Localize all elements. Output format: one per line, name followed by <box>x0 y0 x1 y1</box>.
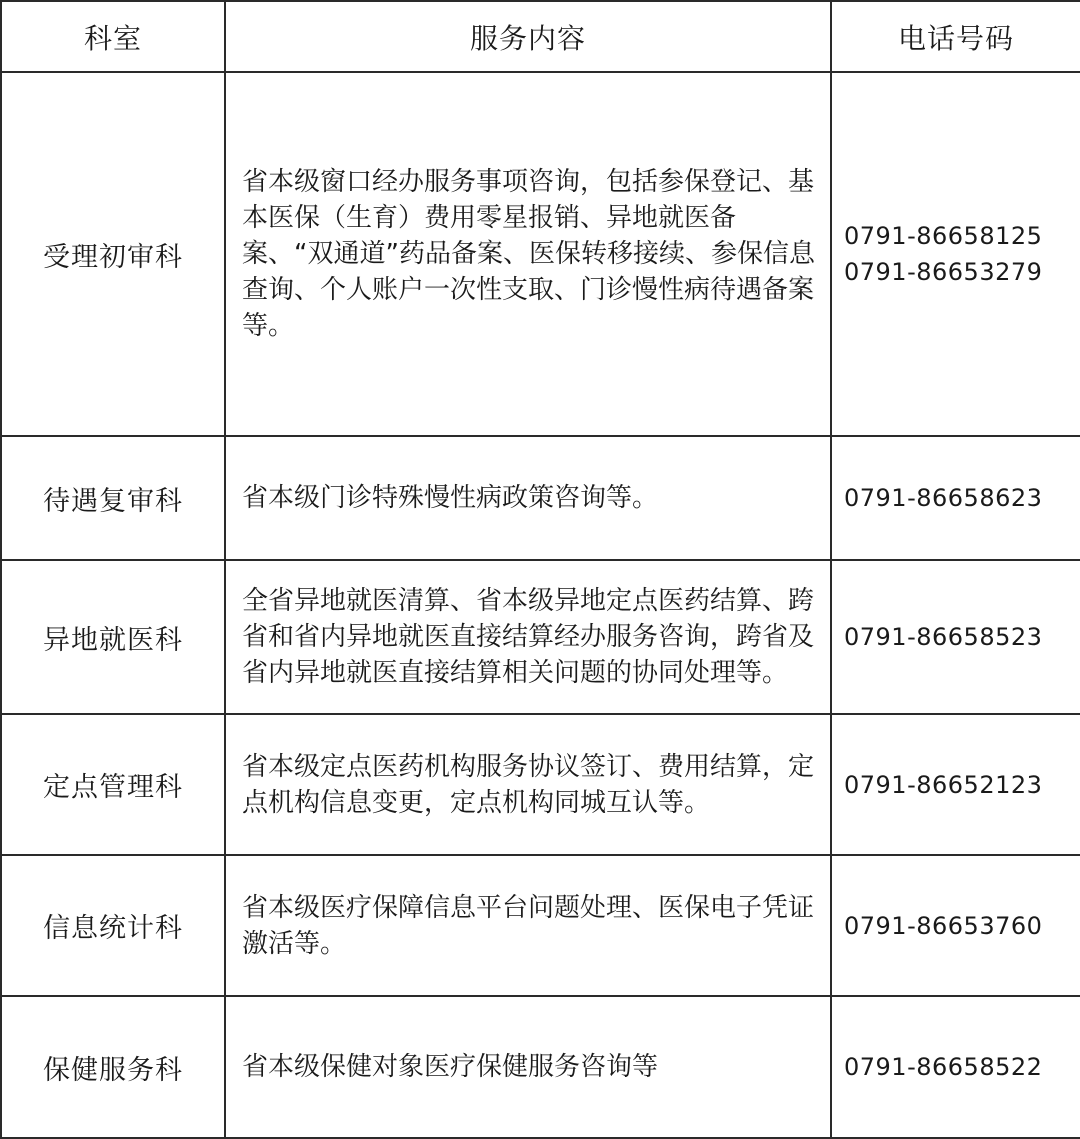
dept-cell: 信息统计科 <box>1 855 225 996</box>
service-cell: 省本级医疗保障信息平台问题处理、医保电子凭证激活等。 <box>225 855 831 996</box>
phone-cell <box>831 714 1080 855</box>
dept-cell: 定点管理科 <box>1 714 225 855</box>
header-dept: 科室 <box>1 1 225 72</box>
phone-number: 0791-86658623 <box>844 484 1043 512</box>
table-row <box>1 560 1080 714</box>
table-row <box>1 436 1080 560</box>
table-row <box>1 855 1080 996</box>
dept-cell: 异地就医科 <box>1 560 225 714</box>
dept-cell: 保健服务科 <box>1 996 225 1138</box>
phone-number: 0791-86658125 <box>844 222 1043 250</box>
phone-number: 0791-86652123 <box>844 770 1043 799</box>
service-cell: 省本级定点医药机构服务协议签订、费用结算，定点机构信息变更，定点机构同城互认等。 <box>225 714 831 855</box>
service-cell: 全省异地就医清算、省本级异地定点医药结算、跨省和省内异地就医直接结算经办服务咨询，跨省及省内异地就医直接结算相关问题的协同处理等。 <box>225 560 831 714</box>
dept-cell: 受理初审科 <box>1 72 225 436</box>
table-row <box>1 996 1080 1138</box>
phone-cell <box>831 996 1080 1138</box>
phone-cell <box>831 436 1080 560</box>
phone-number: 0791-86653279 <box>844 258 1043 286</box>
header-service: 服务内容 <box>225 1 831 72</box>
header-phone: 电话号码 <box>831 1 1080 72</box>
table-row <box>1 714 1080 855</box>
table-row <box>1 72 1080 436</box>
service-cell: 省本级保健对象医疗保健服务咨询等 <box>225 996 831 1138</box>
phone-number: 0791-86658523 <box>844 623 1043 651</box>
phone-cell <box>831 855 1080 996</box>
phone-number: 0791-86653760 <box>844 911 1043 940</box>
phone-cell <box>831 560 1080 714</box>
dept-cell: 待遇复审科 <box>1 436 225 560</box>
service-cell: 省本级门诊特殊慢性病政策咨询等。 <box>225 436 831 560</box>
table-header-row <box>1 1 1080 72</box>
service-cell: 省本级窗口经办服务事项咨询，包括参保登记、基本医保（生育）费用零星报销、异地就医备案、“双通道”药品备案、医保转移接续、参保信息查询、个人账户一次性支取、门诊慢性病待遇备案等。 <box>225 72 831 436</box>
phone-number: 0791-86658522 <box>844 1053 1043 1081</box>
phone-cell <box>831 72 1080 436</box>
